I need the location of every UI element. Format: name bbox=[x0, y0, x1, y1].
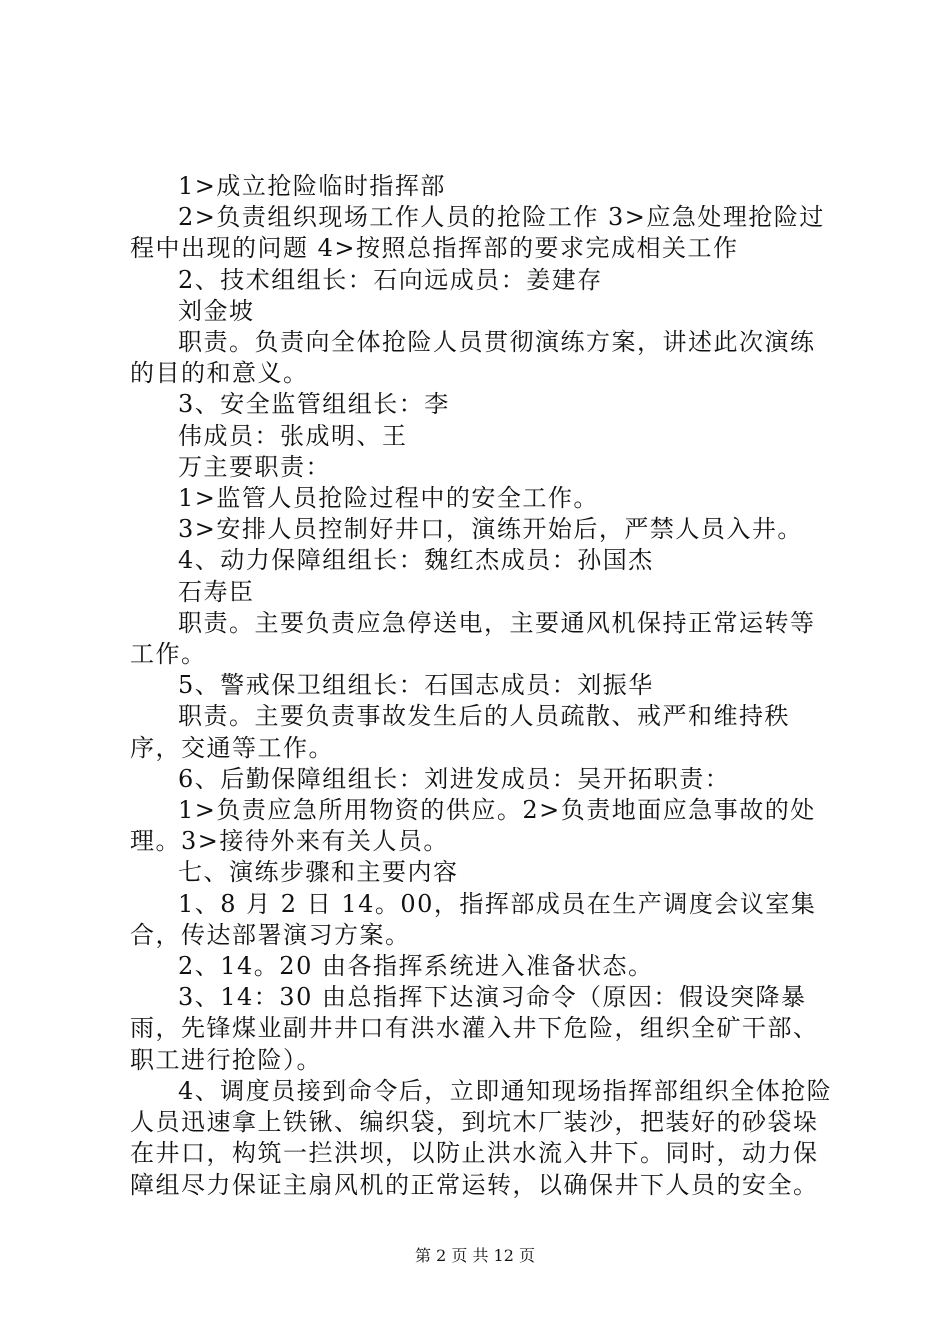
paragraph: 4、调度员接到命令后，立即通知现场指挥部组织全体抢险人员迅速拿上铁锹、编织袋，到坑木厂装沙，把装好的砂袋垛在井口，构筑一拦洪坝，以防止洪水流入井下。同时，动力保障组尽力保证主扇风机的正常运转，以确保井下人员的安全。 bbox=[130, 1076, 833, 1199]
paragraph: 职责。负责向全体抢险人员贯彻演练方案，讲述此次演练的目的和意义。 bbox=[130, 328, 816, 388]
paragraph: 1>监管人员抢险过程中的安全工作。 bbox=[178, 484, 599, 513]
paragraph: 职责。主要负责应急停送电，主要通风机保持正常运转等工作。 bbox=[130, 608, 816, 669]
paragraph: 3、安全监管组组长：李 bbox=[178, 390, 450, 419]
paragraph: 1、8 月 2 日 14。00，指挥部成员在生产调度会议室集合，传达部署演习方案。 bbox=[130, 889, 817, 949]
paragraph: 4、动力保障组组长：魏红杰成员：孙国杰 bbox=[178, 546, 654, 575]
body-text bbox=[130, 171, 835, 1201]
paragraph: 3>安排人员控制好井口，演练开始后，严禁人员入井。 bbox=[178, 515, 803, 544]
paragraph: 2、14。20 由各指挥系统进入准备状态。 bbox=[178, 952, 654, 981]
paragraph: 2>负责组织现场工作人员的抢险工作 3>应急处理抢险过程中出现的问题 4>按照总指挥部的要求完成相关工作 bbox=[130, 203, 825, 263]
paragraph: 石寿臣 bbox=[178, 577, 255, 606]
page-footer: 第 2 页 共 12 页 bbox=[415, 1246, 535, 1265]
paragraph: 万主要职责： bbox=[178, 452, 331, 481]
paragraph: 2、技术组组长：石向远成员：姜建存 bbox=[178, 265, 603, 294]
paragraph: 刘金坡 bbox=[178, 296, 255, 325]
paragraph: 伟成员：张成明、王 bbox=[178, 421, 408, 450]
paragraph: 七、演练步骤和主要内容 bbox=[178, 858, 459, 887]
paragraph: 5、警戒保卫组组长：石国志成员：刘振华 bbox=[178, 671, 654, 700]
paragraph: 1>负责应急所用物资的供应。2>负责地面应急事故的处理。3>接待外来有关人员。 bbox=[130, 796, 816, 856]
paragraph: 6、后勤保障组组长：刘进发成员：吴开拓职责： bbox=[178, 764, 731, 793]
paragraph: 1>成立抢险临时指挥部 bbox=[178, 172, 446, 200]
paragraph: 职责。主要负责事故发生后的人员疏散、戒严和维持秩序，交通等工作。 bbox=[130, 702, 790, 762]
paragraph: 3、14：30 由总指挥下达演习命令（原因：假设突降暴雨，先锋煤业副井井口有洪水灌入井下危险，组织全矿干部、职工进行抢险）。 bbox=[130, 983, 819, 1074]
